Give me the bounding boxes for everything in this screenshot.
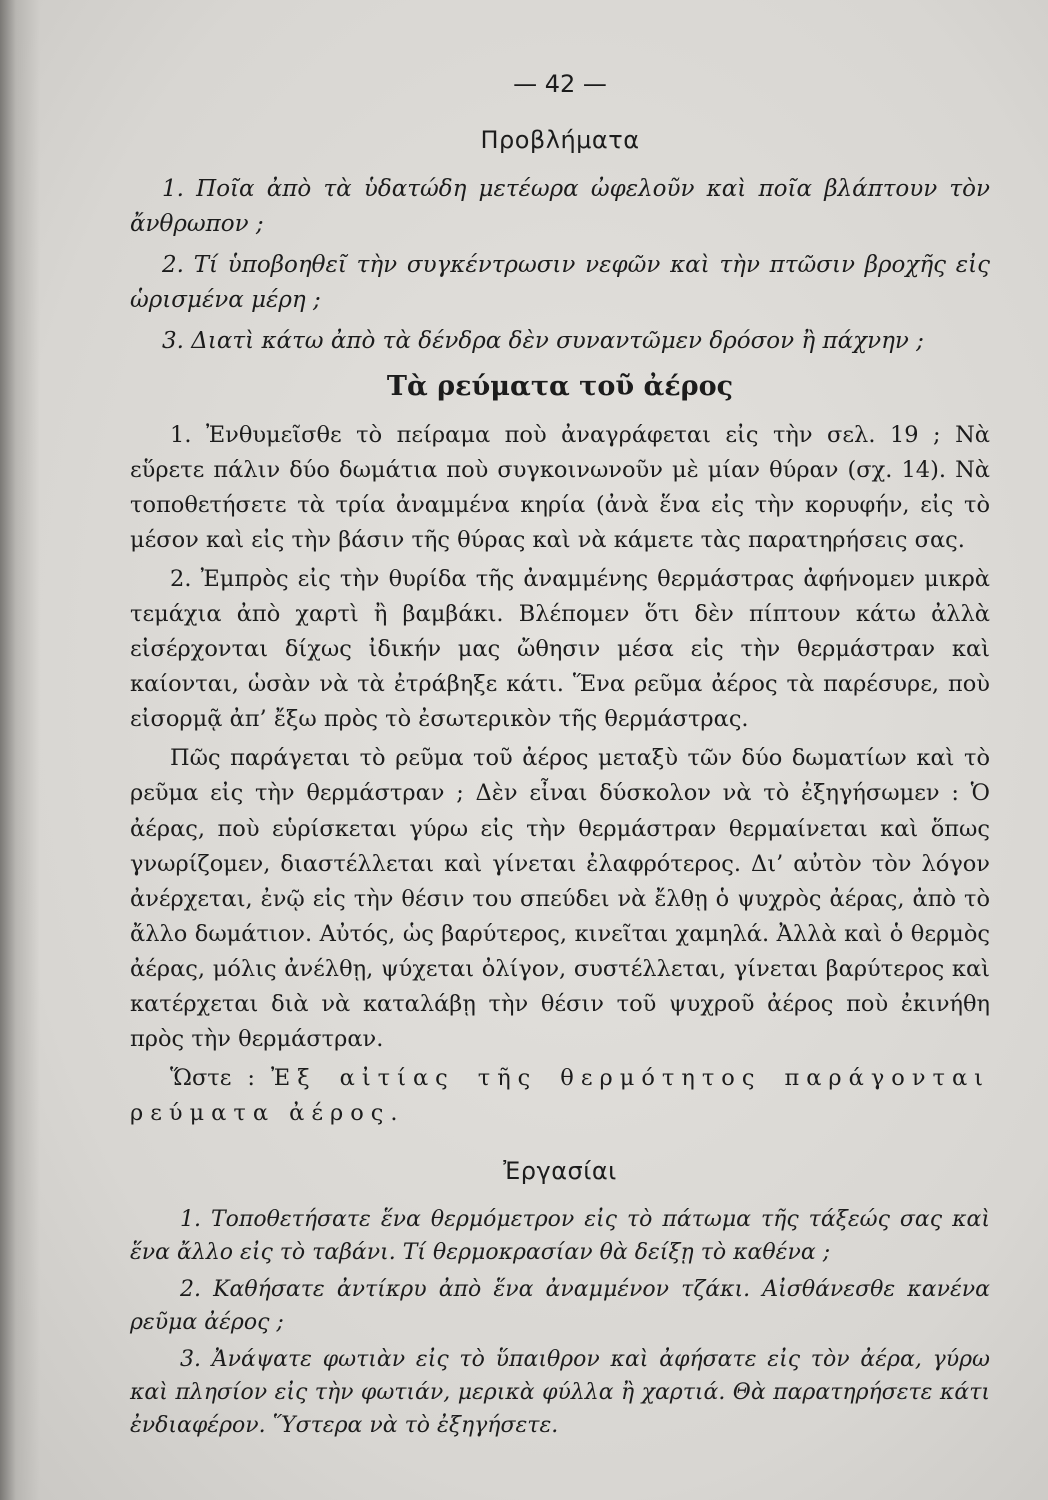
task-item: 3. Ἀνάψατε φωτιὰν εἰς τὸ ὕπαιθρον καὶ ἀφήσατε εἰς τὸν ἀέρα, γύρω καὶ πλησίον εἰς τὴν φωτιάν, μερικὰ φύλλα ἢ χαρτιά. Θὰ παρατηρήσετε κάτι ἐνδιαφέρον. Ὕστερα νὰ τὸ ἐξηγήσετε. xyxy=(130,1347,990,1439)
problems-list xyxy=(130,172,990,359)
air-currents-heading: Τὰ ρεύματα τοῦ ἀέρος xyxy=(386,370,734,402)
conclusion-text: Ἐξ αἰτίας τῆς θερμότητος παράγονται ρεύματα ἀέρος. xyxy=(130,1065,990,1127)
air-currents-text xyxy=(130,418,990,1132)
page-binding-shadow xyxy=(0,0,40,1500)
paragraph: 1. Ἐνθυμεῖσθε τὸ πείραμα ποὺ ἀναγράφεται εἰς τὴν σελ. 19 ; Νὰ εὕρετε πάλιν δύο δωμάτια ποὺ συγκοινωνοῦν μὲ μίαν θύραν (σχ. 14). Νὰ τοποθετήσετε τὰ τρία ἀναμμένα κηρία (ἀνὰ ἕνα εἰς τὴν κορυφήν, εἰς τὸ μέσον καὶ εἰς τὴν βάσιν τῆς θύρας καὶ νὰ κάμετε τὰς παρατηρήσεις σας. xyxy=(130,421,990,553)
conclusion-prefix: Ὥστε : xyxy=(170,1065,272,1092)
problems-heading: Προβλήματα xyxy=(480,126,640,154)
problem-item: 3. Διατὶ κάτω ἀπὸ τὰ δένδρα δὲν συναντῶμεν δρόσον ἢ πάχνην ; xyxy=(162,328,924,354)
paragraph: Πῶς παράγεται τὸ ρεῦμα τοῦ ἀέρος μεταξὺ τῶν δύο δωματίων καὶ τὸ ρεῦμα εἰς τὴν θερμάστραν ; Δὲν εἶναι δύσκολον νὰ τὸ ἐξηγήσωμεν : Ὁ ἀέρας, ποὺ εὑρίσκεται γύρω εἰς τὴν θερμάστραν θερμαίνεται καὶ ὅπως γνωρίζομεν, διαστέλλεται καὶ γίνεται ἐλαφρότερος. Δι’ αὐτὸν τὸν λόγον ἀνέρχεται, ἐνῷ εἰς τὴν θέσιν του σπεύδει νὰ ἔλθῃ ὁ ψυχρὸς ἀέρας, ἀπὸ τὸ ἄλλο δωμάτιον. Αὐτός, ὡς βαρύτερος, κινεῖται χαμηλά. Ἀλλὰ καὶ ὁ θερμὸς ἀέρας, μόλις ἀνέλθῃ, ψύχεται ὀλίγον, συστέλλεται, γίνεται βαρύτερος καὶ κατέρχεται διὰ νὰ καταλάβῃ τὴν θέσιν τοῦ ψυχροῦ ἀέρος ποὺ ἐκινήθη πρὸς τὴν θερμάστραν. xyxy=(130,745,990,1053)
tasks-list xyxy=(130,1203,990,1442)
task-item: 1. Τοποθετήσατε ἕνα θερμόμετρον εἰς τὸ πάτωμα τῆς τάξεώς σας καὶ ἕνα ἄλλο εἰς τὸ ταβάνι. Τί θερμοκρασίαν θὰ δείξῃ τὸ καθένα ; xyxy=(130,1207,990,1266)
task-item: 2. Καθήσατε ἀντίκρυ ἀπὸ ἕνα ἀναμμένον τζάκι. Αἰσθάνεσθε κανένα ρεῦμα ἀέρος ; xyxy=(130,1277,990,1336)
problem-item: 2. Τί ὑποβοηθεῖ τὴν συγκέντρωσιν νεφῶν καὶ τὴν πτῶσιν βροχῆς εἰς ὡρισμένα μέρη ; xyxy=(130,252,990,313)
page-content xyxy=(130,70,990,1446)
paragraph: 2. Ἐμπρὸς εἰς τὴν θυρίδα τῆς ἀναμμένης θερμάστρας ἀφήνομεν μικρὰ τεμάχια ἀπὸ χαρτὶ ἢ βαμβάκι. Βλέπομεν ὅτι δὲν πίπτουν κάτω ἀλλὰ εἰσέρχονται δίχως ἰδικήν μας ὤθησιν μέσα εἰς τὴν θερμάστραν καὶ καίονται, ὡσὰν νὰ τὰ ἐτράβηξε κάτι. Ἕνα ρεῦμα ἀέρος τὰ παρέσυρε, ποὺ εἰσορμᾷ ἀπ’ ἔξω πρὸς τὸ ἐσωτερικὸν τῆς θερμάστρας. xyxy=(130,565,990,733)
tasks-heading: Ἐργασίαι xyxy=(503,1157,617,1186)
conclusion-paragraph xyxy=(130,1061,990,1131)
problem-item: 1. Ποῖα ἀπὸ τὰ ὑδατώδη μετέωρα ὠφελοῦν καὶ ποῖα βλάπτουν τὸν ἄνθρωπον ; xyxy=(130,176,990,237)
page-number: — 42 — xyxy=(513,70,607,98)
